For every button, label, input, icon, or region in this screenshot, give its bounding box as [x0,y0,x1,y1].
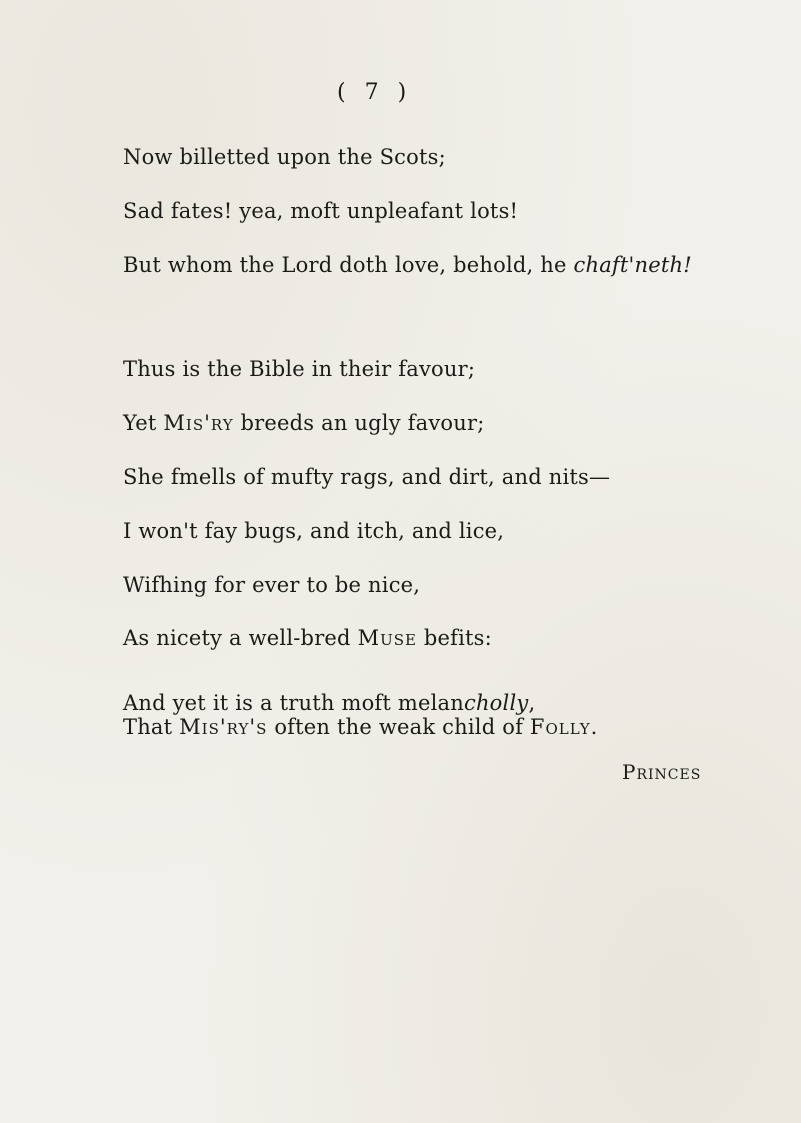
verse-line [123,357,475,381]
verse-text: And yet it is a truth moft melan [123,691,464,715]
verse-text: breeds an ugly favour; [233,411,485,435]
verse-line [123,465,610,489]
verse-text: But whom the Lord doth love, behold, he [123,253,574,277]
verse-text: I won't fay bugs, and itch, and lice, [123,519,505,543]
verse-italic-text: cholly [464,691,529,715]
verse-line [123,411,485,435]
catchword: Princes [622,760,702,784]
verse-text: Now billetted upon the Scots; [123,145,446,169]
verse-smallcaps-text: Muse [357,626,417,650]
verse-line [123,626,492,650]
verse-smallcaps-text: Folly [529,715,591,739]
verse-text: , [528,691,536,715]
verse-line [123,691,535,715]
verse-italic-text: chaft'neth! [573,253,692,277]
verse-line [123,715,598,739]
verse-smallcaps-text: Mis'ry's [179,715,268,739]
verse-line [123,145,446,169]
verse-text: befits: [416,626,492,650]
verse-line [123,253,692,277]
verse-text: As nicety a well-bred [123,626,358,650]
verse-text: . [590,715,598,739]
verse-text: Yet [123,411,164,435]
verse-text: often the weak child of [267,715,530,739]
verse-smallcaps-text: Mis'ry [163,411,234,435]
page-number: ( 7 ) [337,80,413,105]
verse-text: Wifhing for ever to be nice, [123,573,421,597]
verse-text: Thus is the Bible in their favour; [123,357,476,381]
verse-line [123,519,504,543]
verse-line [123,573,420,597]
verse-text: That [123,715,180,739]
verse-line [123,199,518,223]
verse-text: She fmells of mufty rags, and dirt, and nits— [123,465,611,489]
verse-text: Sad fates! yea, moft unpleafant lots! [123,199,519,223]
